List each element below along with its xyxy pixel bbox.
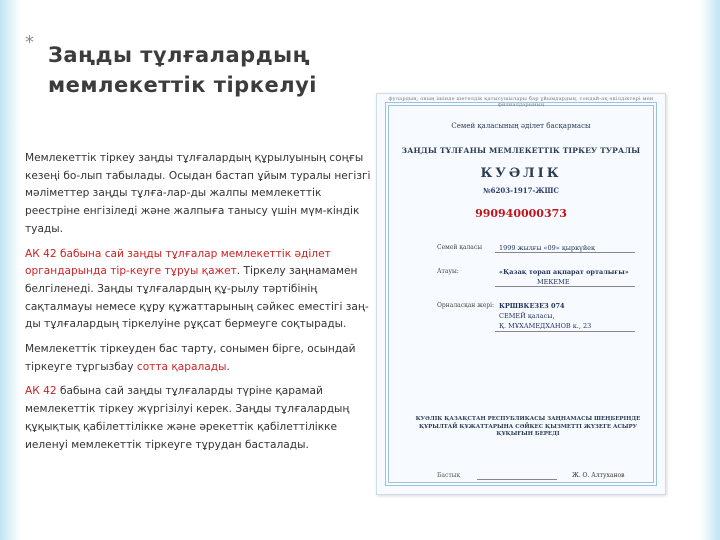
signature-line [477,479,557,480]
underline [495,286,635,287]
highlighted-segment: АК 42 бабына сай заңды тұлғалар мемлекеттік әділет органдарында тір-кеуге тұруы қажет [25,247,331,278]
certificate-image [376,93,666,495]
slide-title: Заңды тұлғалардың мемлекеттік тіркелуі [48,43,317,97]
paragraph-2 [25,246,377,335]
title-bullet: * [25,32,34,53]
slide-body [25,150,377,461]
cert-row-label: Атауы: [437,268,459,275]
certificate-bin: 990940000373 [475,207,567,220]
text-segment: . [226,360,230,373]
cert-row-value: СЕМЕЙ қаласы, [499,312,555,320]
underline [495,331,635,332]
right-edge-decoration [700,0,720,540]
cert-row-value: 1999 жылғы «09» қыркүйек [499,244,596,252]
underline [495,252,635,253]
signature-name: Ж. О. Алтуханов [572,472,625,479]
cert-row-label: Семей қаласы [437,244,483,251]
text-segment: бабына сай заңды тұлғаларды түріне қарамай мемлекеттік тіркеу жүргізілуі керек. Заңды тұлғалардың құқықтық қабілеттілікке және әрекеттік қабілеттілікке иеленуі мемлекеттік тіркеуге тұрудан басталады. [25,385,350,451]
cert-row-label: Орналасқан жері: [437,302,495,309]
certificate-issuer: Семей қаласының әділет басқармасы [451,122,591,130]
certificate-heading: ЗАҢДЫ ТҰЛҒАНЫ МЕМЛЕКЕТТІК ТІРКЕУ ТУРАЛЫ [401,146,641,155]
signature-label: Бастық [437,472,461,479]
certificate-top-note: фулардың, оның ішінде шетелдік қатысушылары бар ұйымдардың, сондай-ақ өкілдіктері мен филиалдарының [388,96,654,108]
paragraph-4 [25,383,377,454]
highlighted-segment: сотта қаралады [136,360,227,373]
cert-row-value: Қ. МҰХАМЕДХАНОВ к., 23 [499,322,592,330]
cert-row-value: КРШВКЕЗЕЗ 074 [499,302,565,310]
certificate-number: №6203-1917-ЖШС [482,186,559,195]
text-segment: . Тіркелу заңнамамен белгіленеді. Заңды тұлғалардың құ-рылу тәртібінің сақталмауы немесе құру құжаттарының сәйкес еместігі заң-ды тұлғалардың тіркелуіне рұқсат бермеуге соқтырады. [25,265,369,331]
certificate-legal-text: КУӘЛІК ҚАЗАҚСТАН РЕСПУБЛИКАСЫ ЗАҢНАМАСЫ ШЕҢБЕРІНДЕ ҚҰРЫЛТАЙ ҚҰЖАТТАРЫНА СӘЙКЕС ҚЫЗМЕТТІ ЖҮЗЕГЕ АСЫРУ ҚҰҚЫҒЫН БЕРЕДІ [415,416,641,438]
cert-row-value: МЕКЕМЕ [537,278,570,286]
text-segment: Мемлекеттік тіркеуден бас тарту, сонымен бірге, осындай тіркеуге тұргызбау [25,343,356,373]
highlighted-segment: АК 42 [25,385,57,398]
certificate-word: КУӘЛІК [480,166,562,181]
paragraph-3 [25,341,377,376]
paragraph-1 [25,150,377,239]
left-edge-decoration [0,0,20,540]
text-segment: Мемлекеттік тіркеу заңды тұлғалардың құрылуының соңғы кезеңі бо-лып табылады. Осыдан бастап ұйым туралы негізгі мәліметтер заңды тұлға-лар-ды жалпы мемлекеттік реестріне енгізіледі және жалпыға танысу үшін мүм-кіндік туады. [25,152,371,235]
cert-row-value: «Қазақ торап ақпарат орталығы» [499,268,629,276]
